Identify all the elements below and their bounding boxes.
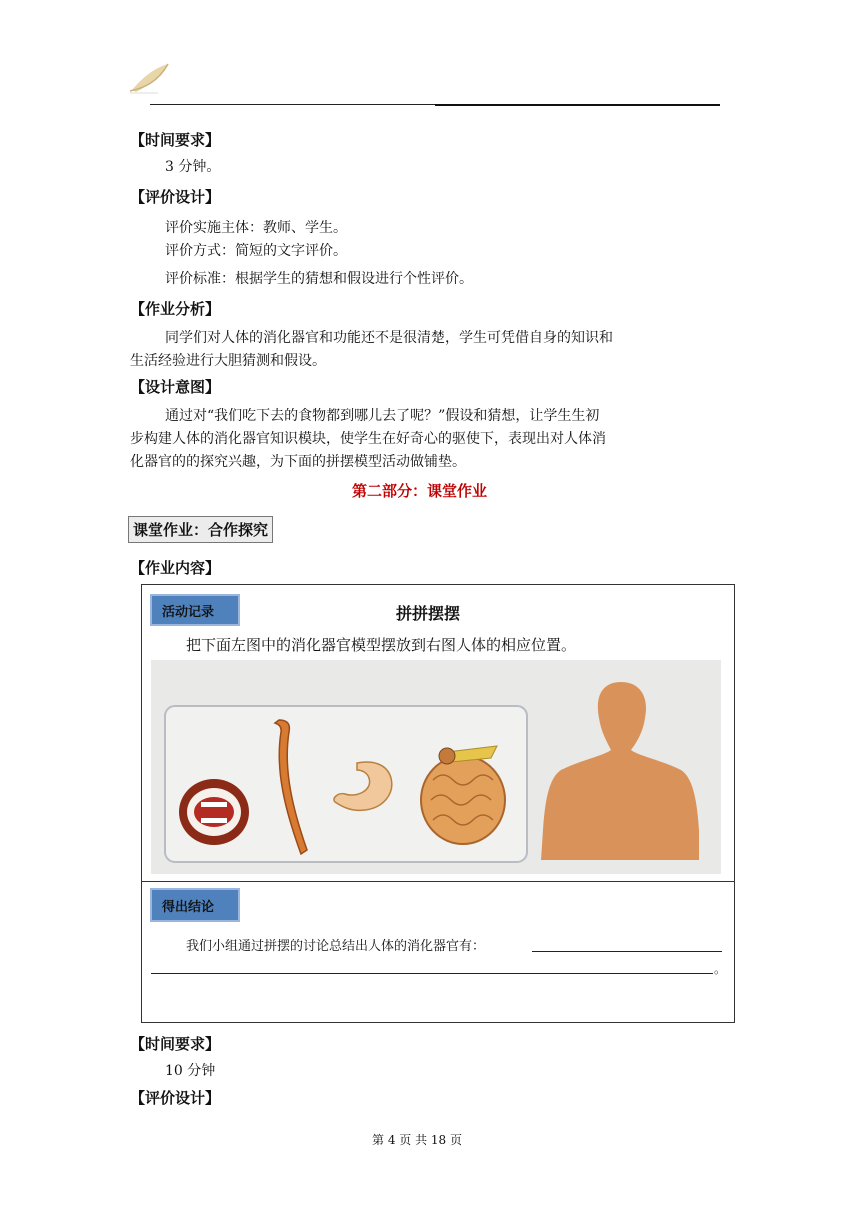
digestive-organs-illustration xyxy=(151,660,721,874)
part-two-title: 第二部分：课堂作业 xyxy=(352,482,488,500)
conclusion-blank-line[interactable] xyxy=(532,951,722,952)
evaluation-heading: 【评价设计】 xyxy=(130,1089,221,1107)
activity-title: 拼拼摆摆 xyxy=(396,604,461,623)
header-rule-left xyxy=(150,104,435,105)
evaluation-line: 评价标准：根据学生的猜想和假设进行个性评价。 xyxy=(165,271,473,287)
analysis-line: 同学们对人体的消化器官和功能还不是很清楚，学生可凭借自身的知识和 xyxy=(165,330,613,346)
evaluation-heading: 【评价设计】 xyxy=(130,188,221,206)
activity-record-tag: 活动记录 xyxy=(150,594,240,626)
time-requirement-heading: 【时间要求】 xyxy=(130,131,221,149)
intent-heading: 【设计意图】 xyxy=(130,378,221,396)
intent-line: 通过对“我们吃下去的食物都到哪儿去了呢？”假设和猜想，让学生生初 xyxy=(165,408,600,424)
conclusion-text: 我们小组通过拼摆的讨论总结出人体的消化器官有： xyxy=(186,939,486,954)
analysis-heading: 【作业分析】 xyxy=(130,300,221,318)
conclusion-blank-line[interactable] xyxy=(151,973,713,974)
page-footer: 第 4 页 共 18 页 xyxy=(372,1133,462,1147)
activity-instruction: 把下面左图中的消化器官模型摆放到右图人体的相应位置。 xyxy=(186,636,577,654)
conclusion-end-mark: 。 xyxy=(714,962,727,976)
conclusion-tag: 得出结论 xyxy=(150,888,240,922)
time-requirement-heading: 【时间要求】 xyxy=(130,1035,221,1053)
intent-line: 步构建人体的消化器官知识模块，使学生在好奇心的驱使下，表现出对人体消 xyxy=(130,431,606,447)
header-rule-right xyxy=(435,104,720,106)
mouth-icon xyxy=(179,779,249,845)
classwork-label: 课堂作业：合作探究 xyxy=(128,516,273,543)
intent-line: 化器官的的探究兴趣，为下面的拼摆模型活动做铺垫。 xyxy=(130,454,466,470)
evaluation-line: 评价方式：简短的文字评价。 xyxy=(165,243,347,259)
time-requirement-value: 10 分钟 xyxy=(165,1063,216,1079)
content-heading: 【作业内容】 xyxy=(130,559,221,577)
analysis-line: 生活经验进行大胆猜测和假设。 xyxy=(130,353,326,369)
evaluation-line: 评价实施主体：教师、学生。 xyxy=(165,220,347,236)
time-requirement-value: 3 分钟。 xyxy=(165,159,221,175)
feather-logo-icon xyxy=(128,60,172,98)
